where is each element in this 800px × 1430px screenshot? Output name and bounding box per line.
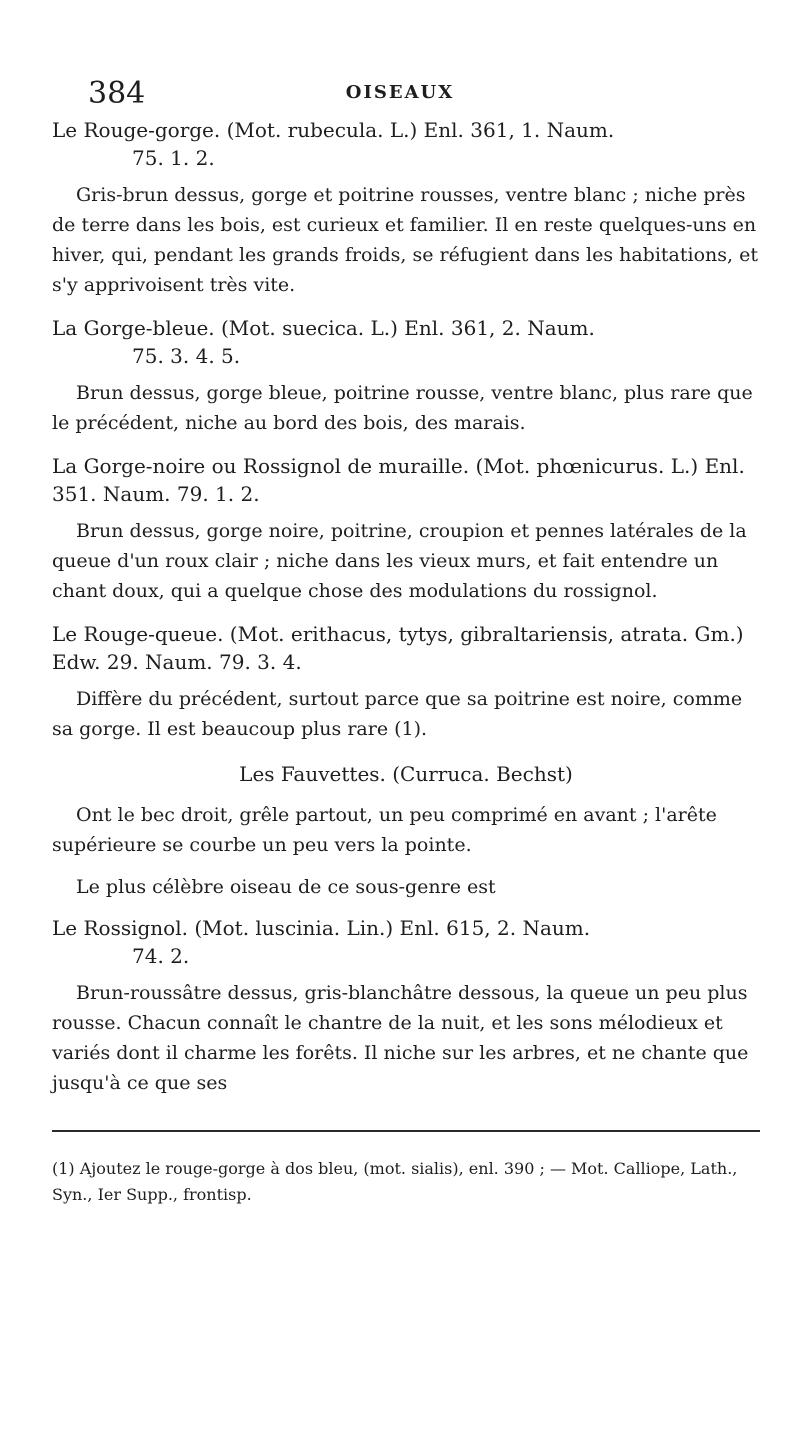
entry-description: Gris-brun dessus, gorge et poitrine rousses, ventre blanc ; niche près de terre dans les bois, est curieux et familier. Il en reste quelques-uns en hiver, qui, pendant les grands froids, se réfugient dans les habitations, et s'y apprivoisent très vite. [52,184,758,296]
entry-description: Brun dessus, gorge bleue, poitrine rousse, ventre blanc, plus rare que le précédent, niche au bord des bois, des marais. [52,382,753,434]
entry-title-cont: 75. 1. 2. [132,146,215,170]
entry-title: Le Rouge-queue. (Mot. erithacus, tytys, gibraltariensis, atrata. Gm.) Edw. 29. Naum. 79. 3. 4. [52,622,744,674]
entry-title-cont: 75. 3. 4. 5. [132,344,241,368]
entry-rouge-queue [52,620,760,676]
footnote-rule [52,1130,760,1132]
page-header [40,76,760,112]
entry-title: Le Rossignol. (Mot. luscinia. Lin.) Enl. 615, 2. Naum. [52,916,591,940]
entry-description: Diffère du précédent, surtout parce que sa poitrine est noire, comme sa gorge. Il est beaucoup plus rare (1). [52,688,743,740]
entry-rouge-gorge [52,116,760,172]
entry-gorge-bleue [52,314,760,370]
entry-gorge-noire [52,452,760,508]
entry-title: La Gorge-bleue. (Mot. suecica. L.) Enl. 361, 2. Naum. [52,316,595,340]
family-intro-2: Le plus célèbre oiseau de ce sous-genre est [76,876,496,898]
entry-title: Le Rouge-gorge. (Mot. rubecula. L.) Enl. 361, 1. Naum. [52,118,615,142]
family-heading: Les Fauvettes. (Curruca. Bechst) [239,762,573,786]
page-number: 384 [88,76,146,111]
entry-title-cont: 74. 2. [132,944,190,968]
entry-title: La Gorge-noire ou Rossignol de muraille. (Mot. phœnicurus. L.) Enl. 351. Naum. 79. 1. 2. [52,454,745,506]
content [52,116,760,1208]
running-header: OISEAUX [345,82,455,103]
family-intro: Ont le bec droit, grêle partout, un peu comprimé en avant ; l'arête supérieure se courbe un peu vers la pointe. [52,804,717,856]
entry-rossignol [52,914,760,970]
entry-description: Brun-roussâtre dessus, gris-blanchâtre dessous, la queue un peu plus rousse. Chacun connaît le chantre de la nuit, et les sons mélodieux et variés dont il charme les forêts. Il niche sur les arbres, et ne chante que jusqu'à ce que ses [52,982,749,1094]
footnote: (1) Ajoutez le rouge-gorge à dos bleu, (mot. sialis), enl. 390 ; — Mot. Calliope, Lath., Syn., Ier Supp., frontisp. [52,1159,738,1204]
entry-description: Brun dessus, gorge noire, poitrine, croupion et pennes latérales de la queue d'un roux clair ; niche dans les vieux murs, et fait entendre un chant doux, qui a quelque chose des modulations du rossignol. [52,520,747,602]
